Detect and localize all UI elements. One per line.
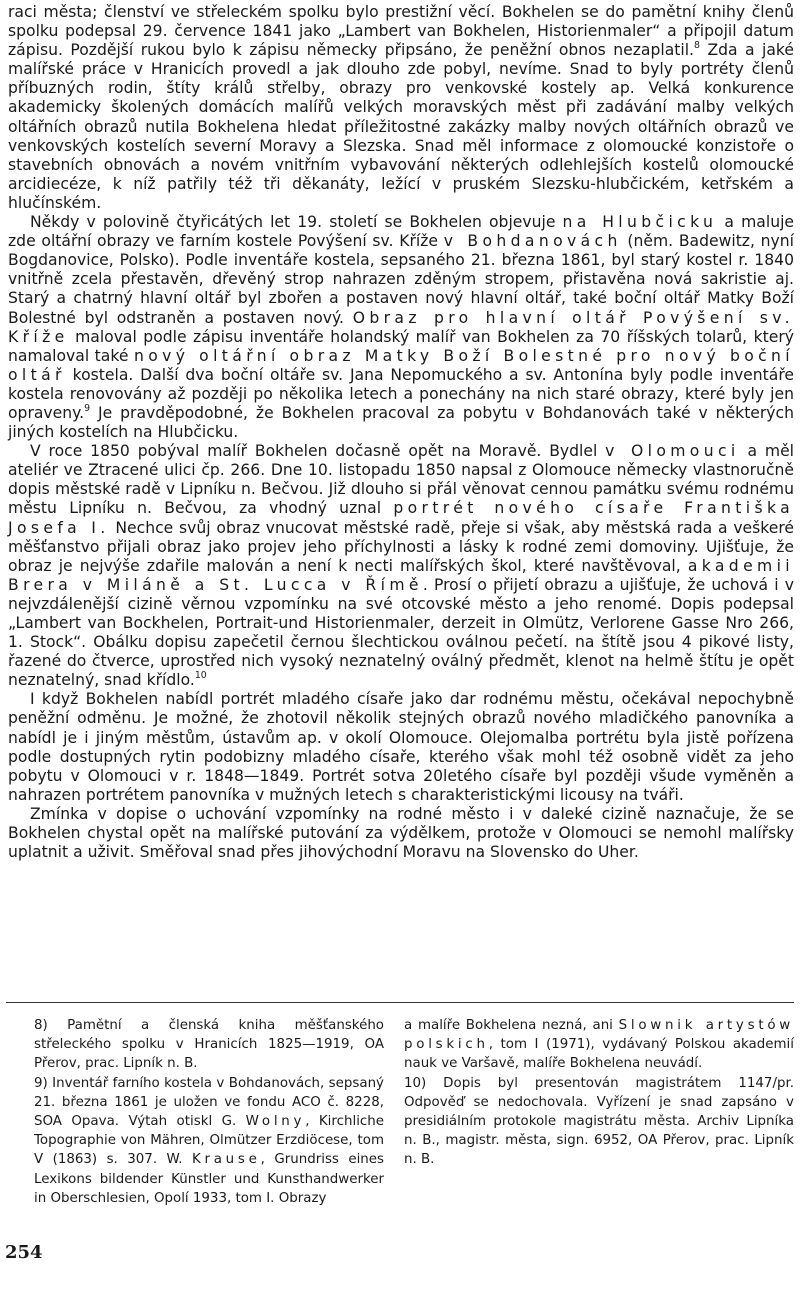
paragraph-1	[8, 3, 794, 213]
text-run: Někdy v polovině čtyřicátých let 19. století se Bokhelen objevuje	[30, 213, 563, 232]
footnotes-right-column	[404, 1016, 794, 1170]
text-run: 8) Pamětní a členská kniha měšťanského střeleckého spolku v Hranicích 1825—1919, OA Přerov, prac. Lipník n. B.	[34, 1018, 384, 1072]
spaced-emphasis: Krause	[191, 1152, 261, 1168]
spaced-emphasis: na Hlubčicku	[562, 213, 718, 232]
text-run: . Prosí o přijetí obrazu a ujišťuje, že uchová i v nejvzdálenější cizině věrnou vzpomínku na své otcovské město a jeho renomé. Dopis podepsal „Lambert van Bockhelen, Portrait-und Historienmaler, derzeit in Olmütz, Verlorene Gasse Nro 266, 1. Stock“. Obálku dopisu zapečetil černou šlechtickou oválnou pečetí. na štítě jsou 4 pikové listy, řazené do čtverce, uprostřed nich vysoký neznatelný oválný předmět, klenot na helmě štítu je opět neznatelný, snad křídlo.	[8, 575, 794, 690]
spaced-emphasis: Wolny	[245, 1114, 306, 1130]
spaced-emphasis: akademii Brera v Miláně a St. Lucca v Římě	[8, 556, 794, 594]
spaced-emphasis: Obraz pro hlavní oltář Povýšení sv. Kříže	[8, 308, 794, 346]
text-run: a měl ateliér ve Ztracené ulici čp. 266. Dne 10. listopadu 1850 napsal z Olomouce německy vlastnoručně dopis městské radě v Lipníku n. Bečvou. Již dlouho si přál věnovat cennou památku svému rodnému městu Lipníku n. Bečvou, za vhodný uznal	[8, 442, 794, 518]
text-run: I když Bokhelen nabídl portrét mladého císaře jako dar rodnému městu, očekával nepochybně peněžní odměnu. Je možné, že zhotovil několik stejných obrazů nového mladičkého panovníka a nabídl je i jiným městům, ústavům ap. v okolí Olomouce. Olejomalba portrétu byla jistě pořízena podle dostupných rytin podobizny mladého císaře, kterého však mohl též osobně vidět za jeho pobytu v Olomouci v r. 1848—1849. Portrét sotva 20letého císaře byl později všude vyměněn a nahrazen portrétem panovníka v mužných letech s charakteristickými licousy na tváři.	[8, 690, 794, 804]
main-text	[8, 3, 794, 862]
footnote-9-continued	[404, 1016, 794, 1074]
footnote-8	[34, 1016, 384, 1074]
text-run: kostela. Další dva boční oltáře sv. Jana Nepomuckého a sv. Antonína byly podle inventáře kostela renovovány až později po několika letech a ponechány na nich staré obrazy, které byly jen opraveny.	[8, 365, 794, 422]
page-number: 254	[5, 1242, 43, 1263]
footnote-9	[34, 1074, 384, 1208]
text-run: maloval podle zápisu inventáře holandský malíř van Bokhelen za 70 říšských tolarů, který namaloval také	[8, 327, 794, 365]
spaced-emphasis: v Olomouci	[605, 442, 740, 461]
text-run: V roce 1850 pobýval malíř Bokhelen dočasně opět na Moravě. Bydlel	[30, 442, 606, 461]
footnote-ref: 10	[194, 670, 207, 682]
text-run: Zmínka v dopise o uchování vzpomínky na rodné město i v daleké cizině naznačuje, že se Bokhelen chystal opět na malířské putování za výdělkem, protože v Olomouci se nemohl malířsky uplatnit a uživit. Směřoval snad přes jihovýchodní Moravu na Slovensko do Uher.	[8, 804, 794, 862]
text-run: (něm. Badewitz, nyní Bogdanovice, Polsko). Podle inventáře kostela, sepsaného 21. března 1861, byl starý kostel r. 1840 vnitřně zcela přestavěn, dřevěný strop nahrazen zděným stropem, přistavěna nová sakristie aj. Starý a chatrný hlavní oltář byl zbořen a postaven nový hlavní oltář, také boční oltář Matky Boží Bolestné byl odstraněn a postaven nový.	[8, 232, 794, 327]
text-run: Nechce svůj obraz vnucovat městské radě, přeje si však, aby městská rada a veškeré měšťanstvo přijali obraz jako projev jeho příchylnosti a lásky k rodné zemi domoviny. Ujišťuje, že obraz je nejvýše zdařile malován a není k necti malířských škol, které navštěvoval,	[8, 518, 794, 575]
text-run: Zda a jaké malířské práce v Hranicích provedl a jak dlouho zde pobyl, nevíme. Snad to byly portréty členů příbuzných rodin, štíty králů střelby, obrazy pro venkovské kostely ap. Velká konkurence akademicky školených domácích malířů velkých moravských měst při zadávání malby velkých oltářních obrazů nutila Bokhelena hledat příležitostné zakázky malby nových oltářních obrazů ve venkovských kostelích severní Moravy a Slezska. Snad měl informace z olomoucké konzistoře o stavebních obnovách a novém vnitřním vybavování některých odlehlejších kostelů olomoucké arcidiecéze, k níž patřily též tři děkanáty, ležící v pruském Slezsku-hlubčickém, ketřském a hlučínském.	[8, 41, 794, 212]
spaced-emphasis: portrét nového císaře Františka Josefa I.	[8, 499, 794, 537]
spaced-emphasis: v Bohdanovách	[443, 232, 622, 251]
text-run: Je pravděpodobné, že Bokhelen pracoval za pobytu v Bohdanovách také v některých jiných kostelích na Hlubčicku.	[8, 403, 794, 442]
footnotes-left-column	[34, 1016, 384, 1208]
text-run: 9) Inventář farního kostela v Bohdanovách, sepsaný 21. března 1861 je uložen ve fondu ACO č. 8228, SOA Opava. Výtah otiskl G.	[34, 1075, 384, 1130]
paragraph-5	[8, 805, 794, 862]
footnote-10	[404, 1074, 794, 1170]
text-run: a maluje zde oltářní obrazy ve farním kostele Povýšení sv. Kříže	[8, 213, 794, 251]
text-run: , tom I (1971), vydávaný Polskou akademií nauk ve Varšavě, malíře Bokhelena neuvádí.	[404, 1037, 794, 1072]
text-run: , Kirchliche Topographie von Mähren, Olmützer Erzdiöcese, tom V (1863) s. 307. W.	[34, 1114, 384, 1168]
footnote-ref: 8	[694, 40, 700, 52]
paragraph-4	[8, 690, 794, 805]
text-run: , Grundriss eines Lexikons bildender Künstler und Kunsthandwerker in Oberschlesien, Opolí 1933, tom I. Obrazy	[34, 1152, 384, 1206]
text-run: 10) Dopis byl presentován magistrátem 1147/pr. Odpověď se nedochovala. Vyřízení je snad zapsáno v presidiálním protokole magistrátu města. Archiv Lipníka n. B., magistr. města, sign. 6952, OA Přerov, prac. Lipník n. B.	[404, 1075, 794, 1168]
text-run: raci města; členství ve střeleckém spolku bylo prestižní věcí. Bokhelen se do pamětní knihy členů spolku podepsal 29. července 1841 jako „Lambert van Bokhelen, Historienmaler“ a připojil datum zápisu. Pozdější rukou bylo k zápisu německy připsáno, že peněžní obnos nezaplatil.	[8, 3, 794, 60]
paragraph-3	[8, 442, 794, 690]
text-run: a malíře Bokhelena nezná, ani	[404, 1018, 619, 1033]
footnote-divider	[6, 1002, 794, 1003]
spaced-emphasis: Slownik artystów polskich	[404, 1018, 794, 1053]
footnote-ref: 9	[84, 402, 91, 414]
paragraph-2	[8, 213, 794, 442]
spaced-emphasis: nový oltářní obraz Matky Boží Bolestné pro nový boční oltář	[8, 346, 795, 384]
